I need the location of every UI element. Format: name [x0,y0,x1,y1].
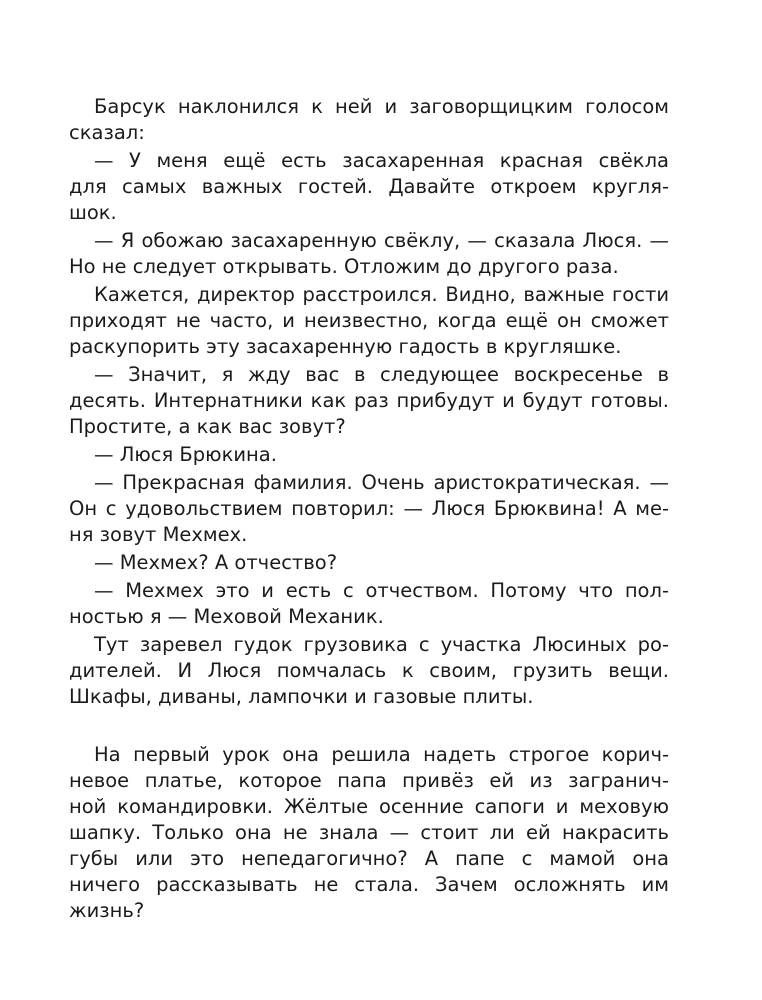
page-body [69,94,669,924]
text-line: — У меня ещё есть засахаренная красная свёкла [94,149,669,172]
paragraph [69,550,669,576]
text-line: шок. [69,201,117,224]
section-break [69,710,669,742]
paragraph [69,742,669,924]
paragraph [69,470,669,548]
text-line: десять. Интернатники как раз прибудут и будут готовы. [69,389,669,412]
text-line: — Я обожаю засахаренную свёклу, — сказала Люся. — [94,229,669,252]
text-line: невое платье, которое папа привёз ей из загранич- [69,769,669,792]
text-line: шапку. Только она не знала — стоит ли ей накрасить [69,821,669,844]
text-line: для самых важных гостей. Давайте откроем кругля- [69,175,669,198]
text-line: жизнь? [69,899,145,922]
text-line: губы или это непедагогично? А папе с мамой она [69,847,669,870]
text-line: — Значит, я жду вас в следующее воскресенье в [94,363,669,386]
text-line: ня зовут Мехмех. [69,523,248,546]
text-line: ной командировки. Жёлтые осенние сапоги и меховую [69,795,669,818]
text-line: Шкафы, диваны, лампочки и газовые плиты. [69,685,534,708]
text-line: Простите, а как вас зовут? [69,415,346,438]
text-line: сказал: [69,121,145,144]
text-line: ничего рассказывать не стала. Зачем осложнять им [69,873,669,896]
text-line: На первый урок она решила надеть строгое корич- [94,743,669,766]
paragraph [69,148,669,226]
paragraph [69,282,669,360]
paragraph [69,632,669,710]
text-line: Но не следует открывать. Отложим до другого раза. [69,255,619,278]
text-line: Барсук наклонился к ней и заговорщицким голосом [94,95,669,118]
text-line: — Люся Брюкина. [94,443,277,466]
text-line: дителей. И Люся помчалась к своим, грузить вещи. [69,659,669,682]
text-line: Тут заревел гудок грузовика с участка Люсиных ро- [94,633,669,656]
text-line: ностью я — Меховой Механик. [69,605,384,628]
text-line: — Прекрасная фамилия. Очень аристократическая. — [94,471,669,494]
text-line: — Мехмех? А отчество? [94,551,338,574]
paragraph [69,362,669,440]
paragraph [69,578,669,630]
text-line: раскупорить эту засахаренную гадость в кругляшке. [69,335,622,358]
text-line: Он с удовольствием повторил: — Люся Брюквина! А ме- [69,497,669,520]
paragraph [69,94,669,146]
text-line: приходят не часто, и неизвестно, когда ещё он сможет [69,309,669,332]
paragraph [69,228,669,280]
paragraph [69,442,669,468]
text-line: — Мехмех это и есть с отчеством. Потому что пол- [94,579,669,602]
text-line: Кажется, директор расстроился. Видно, важные гости [94,283,669,306]
